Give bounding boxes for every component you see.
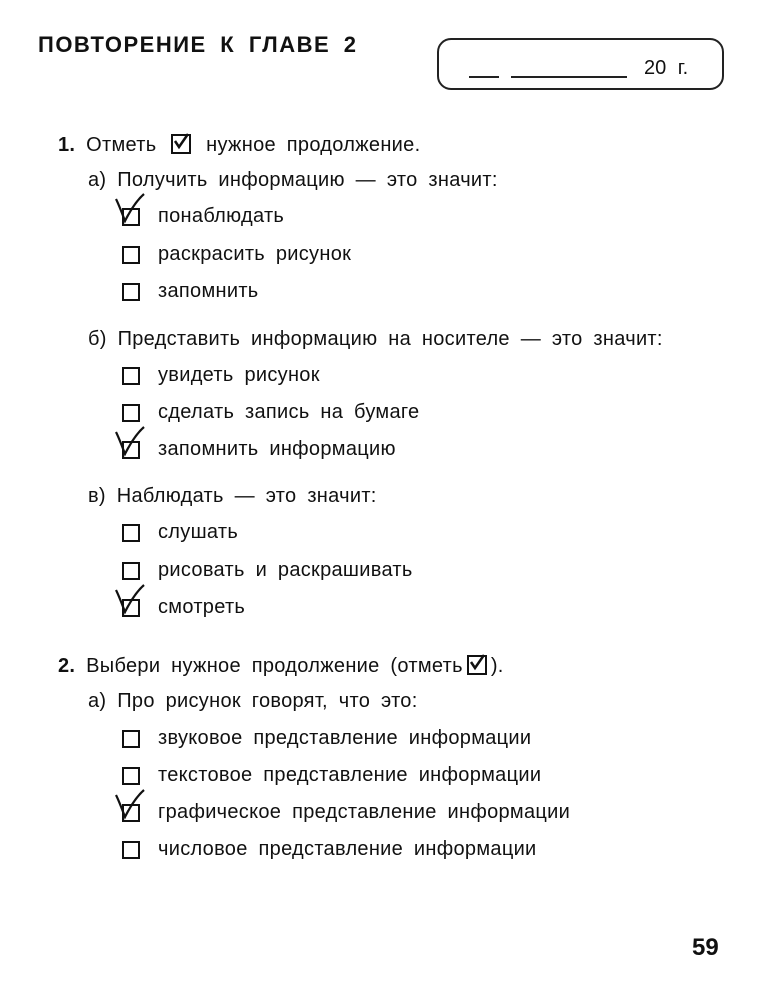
option-label: слушать: [158, 521, 239, 543]
question-1-number: 1.: [58, 134, 76, 156]
option-label: увидеть рисунок: [158, 364, 320, 386]
question-1: [58, 134, 420, 157]
handwritten-checkmark-icon: [114, 426, 152, 464]
option-label: звуковое представление информации: [158, 727, 532, 749]
inline-checkbox-icon: [467, 655, 487, 675]
date-day-line: [469, 76, 499, 78]
q2-a-label: а) Про рисунок говорят, что это:: [88, 690, 418, 712]
question-2-text-before: Выбери нужное продолжение (отметь: [86, 655, 463, 677]
option-label: запомнить: [158, 280, 259, 302]
handwritten-checkmark-icon: [114, 193, 152, 231]
page-title: ПОВТОРЕНИЕ К ГЛАВЕ 2: [38, 32, 358, 57]
option-label: смотреть: [158, 596, 246, 618]
option-label: числовое представление информации: [158, 838, 537, 860]
inline-checkbox-icon: [171, 134, 191, 154]
checkbox[interactable]: [122, 767, 140, 785]
page-number: 59: [692, 934, 719, 961]
question-1-text-after: нужное продолжение.: [206, 134, 421, 156]
checkbox[interactable]: [122, 524, 140, 542]
checkbox[interactable]: [122, 404, 140, 422]
date-month-line: [511, 76, 627, 78]
checkbox[interactable]: [122, 283, 140, 301]
question-2-number: 2.: [58, 655, 76, 677]
option-label: сделать запись на бумаге: [158, 401, 420, 423]
option-label: графическое представление информации: [158, 801, 571, 823]
q1-c-label: в) Наблюдать — это значит:: [88, 485, 377, 507]
option-label: запомнить информацию: [158, 438, 396, 460]
handwritten-checkmark-icon: [114, 789, 152, 827]
date-field-box: [437, 38, 724, 90]
checkbox[interactable]: [122, 367, 140, 385]
option-label: понаблюдать: [158, 205, 285, 227]
handwritten-checkmark-icon: [114, 584, 152, 622]
question-2-text-after: ).: [490, 655, 504, 677]
option-label: рисовать и раскрашивать: [158, 559, 413, 581]
checkbox[interactable]: [122, 730, 140, 748]
option-label: раскрасить рисунок: [158, 243, 352, 265]
question-1-text-before: Отметь: [86, 134, 157, 156]
date-year-label: 20 г.: [644, 57, 689, 79]
question-2: [58, 655, 504, 678]
checkbox[interactable]: [122, 562, 140, 580]
option-label: текстовое представление информации: [158, 764, 542, 786]
checkbox[interactable]: [122, 841, 140, 859]
q1-a-label: а) Получить информацию — это значит:: [88, 169, 498, 191]
q1-b-label: б) Представить информацию на носителе — это значит:: [88, 328, 663, 350]
checkbox[interactable]: [122, 246, 140, 264]
